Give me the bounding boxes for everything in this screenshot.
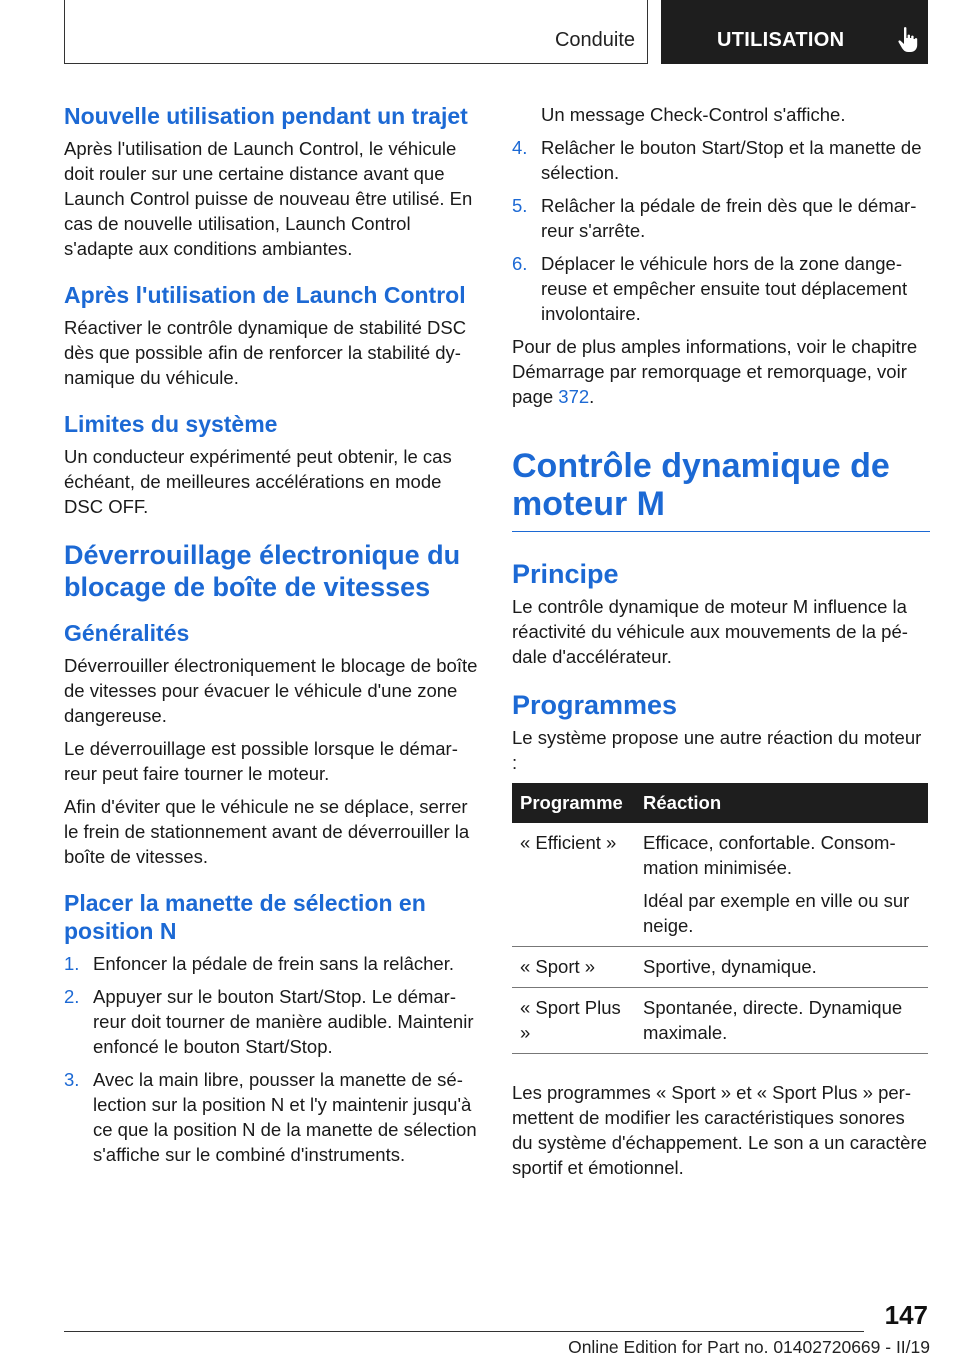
footer-divider bbox=[64, 1331, 864, 1332]
table-row bbox=[512, 988, 928, 1054]
cell-programme: « Efficient » bbox=[512, 823, 635, 947]
list-item bbox=[64, 1067, 482, 1167]
step-continuation: Un message Check-Control s'affiche. bbox=[541, 104, 846, 125]
footer-edition: Online Edition for Part no. 01402720669 - II/19 bbox=[568, 1337, 930, 1357]
heading-placer-manette: Placer la manette de sélection en position N bbox=[64, 890, 426, 944]
hand-pointer-icon bbox=[897, 26, 921, 54]
cell-programme: « Sport Plus » bbox=[512, 988, 635, 1054]
cell-reaction bbox=[635, 823, 928, 947]
paragraph: Les programmes « Sport » et « Sport Plus » permettent de modifier les caractéristiques sonores du système d'échappement. Le son a un caractère sportif et émotionnel. bbox=[512, 1082, 927, 1178]
left-column bbox=[64, 102, 482, 1175]
step-number: 6. bbox=[512, 253, 528, 274]
programs-table bbox=[512, 783, 928, 1054]
list-item bbox=[512, 193, 930, 243]
page-link[interactable]: 372 bbox=[558, 386, 590, 407]
list-item bbox=[512, 135, 930, 185]
column-header-reaction: Réaction bbox=[635, 783, 928, 823]
step-text: Appuyer sur le bouton Start/Stop. Le démarreur doit tourner de manière audible. Maintenir enfoncé le bouton Start/Stop. bbox=[93, 986, 474, 1057]
step-number: 1. bbox=[64, 953, 80, 974]
steps-list bbox=[64, 951, 482, 1167]
step-number: 4. bbox=[512, 137, 528, 158]
step-text: Relâcher le bouton Start/Stop et la manette de sélection. bbox=[541, 137, 922, 183]
paragraph: Après l'utilisation de Launch Control, le véhicule doit rouler sur une certaine distance avant que Launch Control puisse de nouveau être utilisé. En cas de nouvelle utilisation, Launch Control s'adapte aux conditions ambiantes. bbox=[64, 138, 473, 259]
list-item bbox=[64, 951, 482, 976]
cell-programme: « Sport » bbox=[512, 947, 635, 988]
right-column bbox=[512, 102, 930, 1188]
cross-reference bbox=[512, 334, 930, 409]
heading-limites-systeme: Limites du système bbox=[64, 411, 278, 437]
step-text: Déplacer le véhicule hors de la zone dangereuse et empêcher ensuite tout déplacement involontaire. bbox=[541, 253, 908, 324]
paragraph: Réactiver le contrôle dynamique de stabilité DSC dès que possible afin de renforcer la stabilité dynamique du véhicule. bbox=[64, 317, 467, 388]
paragraph: Déverrouiller électroniquement le blocage de boîte de vitesses pour évacuer le véhicule d'une zone dangereuse. bbox=[64, 655, 478, 726]
heading-principe: Principe bbox=[512, 559, 619, 589]
paragraph: Le système propose une autre réaction du moteur : bbox=[512, 727, 922, 773]
cell-text: Idéal par exemple en ville ou sur neige. bbox=[643, 890, 910, 936]
step-number: 5. bbox=[512, 195, 528, 216]
heading-nouvelle-utilisation: Nouvelle utilisation pendant un trajet bbox=[64, 103, 468, 129]
heading-generalites: Généralités bbox=[64, 620, 190, 646]
heading-deverrouillage: Déverrouillage électronique du blocage de boîte de vitesses bbox=[64, 540, 461, 602]
steps-list-continued bbox=[512, 135, 930, 326]
step-text: Enfoncer la pédale de frein sans la relâcher. bbox=[93, 953, 454, 974]
cell-reaction: Sportive, dynamique. bbox=[635, 947, 928, 988]
cell-reaction: Spontanée, directe. Dynamique maximale. bbox=[635, 988, 928, 1054]
list-item bbox=[512, 251, 930, 326]
paragraph: Le déverrouillage est possible lorsque le démarreur peut faire tourner le moteur. bbox=[64, 738, 458, 784]
header-section-box bbox=[64, 0, 648, 64]
heading-apres-launch-control: Après l'utilisation de Launch Control bbox=[64, 282, 466, 308]
step-text: Avec la main libre, pousser la manette de sélection sur la position N et l'y maintenir jusqu'à ce que la position N de la manette de sélection s'affiche sur le combiné d'instruments. bbox=[93, 1069, 477, 1165]
list-item bbox=[64, 984, 482, 1059]
table-row bbox=[512, 947, 928, 988]
header-section: Conduite bbox=[554, 29, 635, 51]
header-chapter-box bbox=[661, 0, 928, 64]
step-number: 2. bbox=[64, 986, 80, 1007]
paragraph: Afin d'éviter que le véhicule ne se déplace, serrer le frein de stationnement avant de déverrouiller la boîte de vitesses. bbox=[64, 796, 470, 867]
page-number: 147 bbox=[884, 1300, 928, 1330]
step-number: 3. bbox=[64, 1069, 80, 1090]
column-header-programme: Programme bbox=[512, 783, 635, 823]
cell-text: Efficace, confortable. Consommation minimisée. bbox=[643, 832, 896, 878]
table-header-row bbox=[512, 783, 928, 823]
step-text: Relâcher la pédale de frein dès que le démarreur s'arrête. bbox=[541, 195, 917, 241]
heading-programmes: Programmes bbox=[512, 690, 678, 720]
reference-end: . bbox=[589, 386, 595, 407]
header-chapter: UTILISATION bbox=[717, 29, 845, 51]
table-row bbox=[512, 823, 928, 947]
reference-text: Pour de plus amples informations, voir le chapitre Démarrage par remorquage et remorquage, voir page bbox=[512, 336, 918, 407]
paragraph: Un conducteur expérimenté peut obtenir, le cas échéant, de meilleures accélérations en mode DSC OFF. bbox=[64, 446, 452, 517]
heading-controle-dynamique: Contrôle dynamique de moteur M bbox=[512, 447, 930, 532]
paragraph: Le contrôle dynamique de moteur M influence la réactivité du véhicule aux mouvements de la pédale d'accélérateur. bbox=[512, 596, 908, 667]
